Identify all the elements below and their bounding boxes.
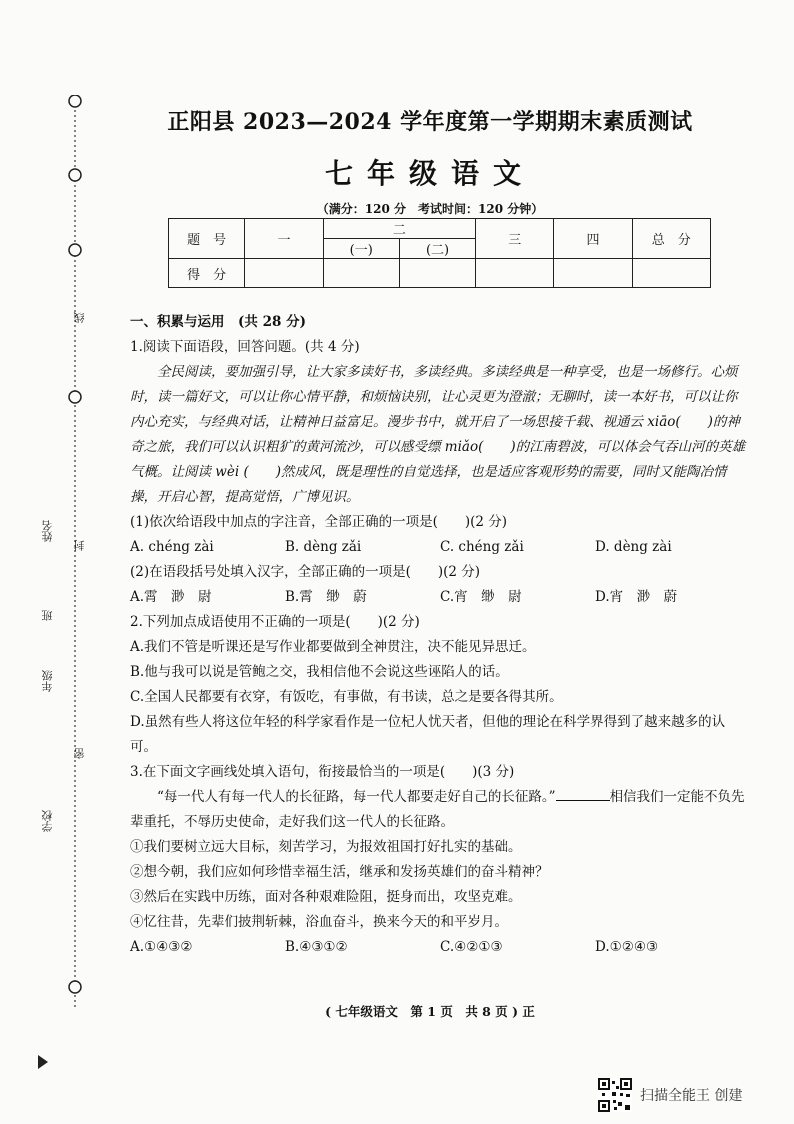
q2-option[interactable]: D.虽然有些人将这位年轻的科学家看作是一位杞人忧天者，但他的理论在科学界得到了越来越多的认可。 bbox=[130, 714, 726, 755]
binding-margin bbox=[55, 95, 95, 1015]
school-label: 学校 bbox=[41, 810, 54, 832]
seal-char-mi: 密 bbox=[73, 748, 86, 759]
q3-item: ③然后在实践中历练，面对各种艰难险阻，挺身而出，攻坚克难。 bbox=[130, 889, 522, 905]
seal-char-feng: 封 bbox=[73, 540, 86, 551]
exam-content bbox=[130, 310, 750, 960]
binding-hole bbox=[69, 981, 81, 993]
binding-hole bbox=[69, 244, 81, 256]
qr-code-icon bbox=[598, 1078, 632, 1112]
score-cell[interactable] bbox=[554, 259, 632, 288]
binding-line bbox=[55, 95, 95, 1015]
option[interactable]: C. chéng zǎi bbox=[440, 539, 524, 555]
option[interactable]: B. dèng zǎi bbox=[285, 539, 362, 555]
seal-char-xian: 线 bbox=[73, 312, 86, 323]
exam-title: 正阳县 2023—2024 学年度第一学期期末素质测试 bbox=[167, 109, 693, 135]
score-cell[interactable] bbox=[323, 259, 399, 288]
q3-quote-b: 相信我们一定能不负先辈重托，不辱历史使命，走好我们这一代人的长征路。 bbox=[130, 789, 745, 830]
score-header-1: 一 bbox=[245, 219, 323, 259]
binding-hole bbox=[69, 95, 81, 107]
q3-stem: 3.在下面文字画线处填入语句，衔接最恰当的一项是( )(3 分) bbox=[130, 764, 515, 780]
option[interactable]: C.宵 缈 尉 bbox=[440, 589, 522, 605]
q3-quote bbox=[130, 785, 750, 835]
q1-sub2: (2)在语段括号处填入汉字，全部正确的一项是( )(2 分) bbox=[130, 564, 481, 580]
q1-sub1-options bbox=[130, 535, 750, 560]
q3-item: ④忆往昔，先辈们披荆斩棘，浴血奋斗，换来今天的和平岁月。 bbox=[130, 914, 508, 930]
grade-label: 年级 bbox=[41, 670, 54, 692]
score-cell[interactable] bbox=[476, 259, 554, 288]
option[interactable]: D.①②④③ bbox=[595, 939, 659, 955]
q1-sub2-options bbox=[130, 585, 750, 610]
option[interactable]: D. dèng zài bbox=[595, 539, 672, 555]
corner-marker-icon bbox=[38, 1055, 48, 1069]
q3-answer-blank[interactable] bbox=[556, 786, 610, 801]
score-header-total: 总 分 bbox=[632, 219, 710, 259]
score-header-4: 四 bbox=[554, 219, 632, 259]
q1-passage: 全民阅读，要加强引导，让大家多读好书，多读经典。多读经典是一种享受，也是一场修行。心烦时，读一篇好文，可以让你心情平静，和烦恼诀别，让心灵更为澄澈；无聊时，读一本好书，可以让你内心充实，与经典对话，让精神日益富足。漫步书中，就开启了一场思接千载、视通云 xiāo( )的神奇之旅，我们可以认识粗犷的黄河流沙，可以感受缥 miǎo( )的江南碧波，可以体会气吞山河的英雄气概。让阅读 wèi ( )然成风，既是理性的自觉选择，也是适应客观形势的需要，同时又能陶冶情操，开启心智，提高觉悟，广博见识。 bbox=[130, 364, 746, 505]
option[interactable]: C.④②①③ bbox=[440, 939, 503, 955]
q1-stem: 1.阅读下面语段，回答问题。(共 4 分) bbox=[130, 339, 360, 355]
binding-hole bbox=[69, 169, 81, 181]
option[interactable]: B.④③①② bbox=[285, 939, 348, 955]
score-table bbox=[168, 218, 711, 288]
q2-option[interactable]: C.全国人民都要有衣穿，有饭吃，有事做，有书读，总之是要各得其所。 bbox=[130, 689, 563, 705]
score-sub-2: (二) bbox=[399, 239, 475, 259]
option[interactable]: A. chéng zài bbox=[130, 539, 214, 555]
class-label: 班 bbox=[41, 610, 54, 621]
q3-quote-a: “每一代人有每一代人的长征路，每一代人都要走好自己的长征路。” bbox=[157, 789, 556, 805]
option[interactable]: A.霄 渺 尉 bbox=[130, 589, 212, 605]
q3-options bbox=[130, 935, 750, 960]
score-time-info: （满分：120 分 考试时间：120 分钟） bbox=[316, 202, 544, 216]
option[interactable]: D.宵 渺 蔚 bbox=[595, 589, 678, 605]
score-cell[interactable] bbox=[632, 259, 710, 288]
q3-item: ①我们要树立远大目标，刻苦学习，为报效祖国打好扎实的基础。 bbox=[130, 839, 522, 855]
option[interactable]: A.①④③② bbox=[130, 939, 193, 955]
q2-option[interactable]: A.我们不管是听课还是写作业都要做到全神贯注，决不能见异思迁。 bbox=[130, 639, 536, 655]
section-heading: 一、积累与运用 (共 28 分) bbox=[130, 314, 306, 330]
score-cell[interactable] bbox=[245, 259, 323, 288]
scanner-watermark: 扫描全能王 创建 bbox=[640, 1088, 743, 1104]
q2-option[interactable]: B.他与我可以说是管鲍之交，我相信他不会说这些诬陷人的话。 bbox=[130, 664, 509, 680]
exam-subject: 七年级语文 bbox=[324, 157, 535, 190]
q2-stem: 2.下列加点成语使用不正确的一项是( )(2 分) bbox=[130, 614, 420, 630]
q1-sub1: (1)依次给语段中加点的字注音，全部正确的一项是( )(2 分) bbox=[130, 514, 508, 530]
name-label: 姓名 bbox=[41, 520, 54, 542]
score-sub-1: (一) bbox=[323, 239, 399, 259]
binding-hole bbox=[69, 391, 81, 403]
score-cell[interactable] bbox=[399, 259, 475, 288]
score-row-label: 得 分 bbox=[169, 259, 245, 288]
score-header-label: 题 号 bbox=[169, 219, 245, 259]
q3-item: ②想今朝，我们应如何珍惜幸福生活，继承和发扬英雄们的奋斗精神？ bbox=[130, 864, 549, 880]
page-footer: ( 七年级语文 第 1 页 共 8 页 ) 正 bbox=[325, 1004, 535, 1019]
option[interactable]: B.霄 缈 蔚 bbox=[285, 589, 367, 605]
score-header-2: 二 bbox=[323, 219, 476, 239]
score-header-3: 三 bbox=[476, 219, 554, 259]
